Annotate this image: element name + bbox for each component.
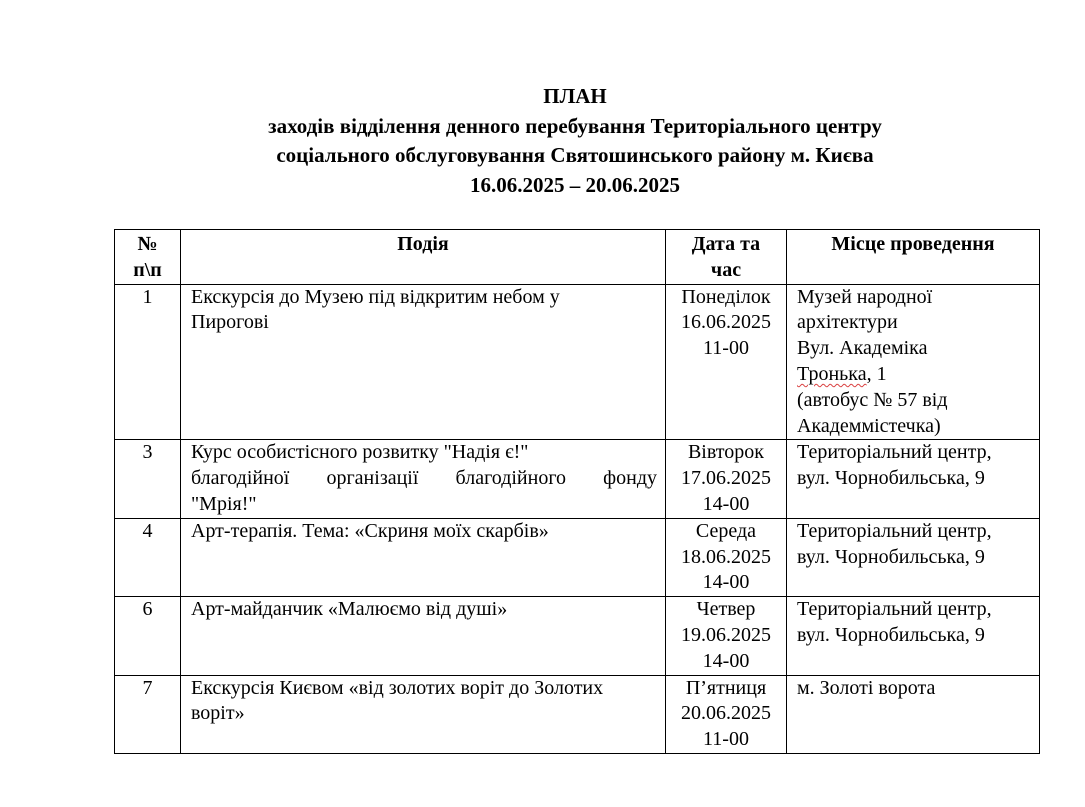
row-event [181,597,666,675]
row-date [666,675,787,753]
row-place [787,284,1040,440]
date-day: П’ятниця [685,676,767,699]
row-number: 1 [115,284,181,440]
row-number: 4 [115,518,181,596]
header-date-line-2: час [710,258,742,281]
table-row [115,440,1040,518]
place-line: Музей народної [797,285,933,308]
event-line: воріт» [191,702,245,725]
place-line: вул. Чорнобильська, 9 [797,623,985,646]
row-place [787,675,1040,753]
date-value: 19.06.2025 [681,623,771,646]
event-line: Арт-майданчик «Малюємо від душі» [191,598,508,621]
date-day: Четвер [696,598,756,621]
header-place: Місце проведення [787,230,1040,285]
row-event [181,518,666,596]
table-row [115,284,1040,440]
event-line: Арт-терапія. Тема: «Скриня моїх скарбів» [191,519,549,542]
title-subtitle-line-1: заходів відділення денного перебування Територіального центру [268,113,882,138]
row-number: 7 [115,675,181,753]
event-line: Екскурсія Києвом «від золотих воріт до Золотих [191,676,604,699]
date-value: 16.06.2025 [681,311,771,334]
row-number: 6 [115,597,181,675]
event-line: Курс особистісного розвитку "Надія є!" [191,441,529,464]
place-line: Територіальний центр, [797,598,992,621]
place-line: Академмістечка) [797,414,941,437]
title-subtitle-line-2: соціального обслуговування Святошинського району м. Києва [276,143,874,167]
row-place [787,440,1040,518]
document-title [0,82,1085,200]
date-value: 17.06.2025 [681,467,771,490]
row-date [666,440,787,518]
place-line: Територіальний центр, [797,519,992,542]
event-line: Пирогові [191,311,269,334]
header-number-line-2: п\п [133,258,162,281]
row-number: 3 [115,440,181,518]
title-date-range: 16.06.2025 – 20.06.2025 [470,172,680,197]
row-event [181,284,666,440]
date-value: 18.06.2025 [681,545,771,568]
table-row [115,597,1040,675]
place-line: архітектури [797,311,898,334]
date-time: 14-00 [702,649,750,672]
table-row [115,675,1040,753]
header-date-line-1: Дата та [691,233,761,255]
place-line: Територіальний центр, [797,441,992,464]
date-time: 14-00 [702,571,750,594]
event-line: Екскурсія до Музею під відкритим небом у [191,285,560,308]
date-day: Вівторок [687,441,765,464]
date-day: Середа [695,519,757,542]
row-date [666,597,787,675]
table-row [115,518,1040,596]
header-number-line-1: № [137,233,158,255]
place-line [797,362,1033,388]
events-table [114,229,1040,754]
event-line: "Мрія!" [191,492,257,515]
date-value: 20.06.2025 [681,702,771,725]
place-line: (автобус № 57 від [797,388,948,411]
row-place [787,597,1040,675]
title-plan: ПЛАН [543,84,607,108]
row-event [181,675,666,753]
date-time: 14-00 [702,492,750,515]
row-date [666,284,787,440]
table-header-row [115,230,1040,285]
date-time: 11-00 [703,337,749,360]
place-line: Вул. Академіка [797,337,928,360]
row-event [181,440,666,518]
place-line: вул. Чорнобильська, 9 [797,467,985,490]
row-date [666,518,787,596]
header-number [115,230,181,285]
header-date [666,230,787,285]
date-day: Понеділок [681,285,771,308]
row-place [787,518,1040,596]
place-line-suffix: , 1 [866,362,887,385]
spellcheck-word: Тронька [797,362,867,385]
place-line: м. Золоті ворота [797,676,936,699]
event-line: благодійної організації благодійного фонду [191,467,657,490]
date-time: 11-00 [703,728,749,751]
place-line: вул. Чорнобильська, 9 [797,545,985,568]
header-event: Подія [181,230,666,285]
